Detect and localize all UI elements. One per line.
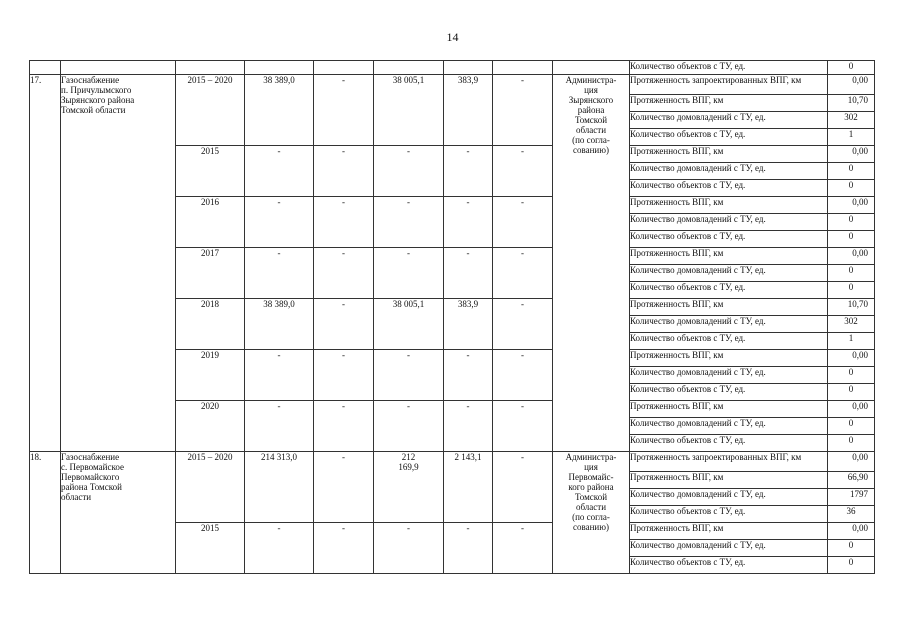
indicator-value: 0 <box>828 418 875 435</box>
indicator-value: 302 <box>828 112 875 129</box>
empty-cell <box>444 61 493 75</box>
indicator-label: Количество домовладений с ТУ, ед. <box>630 214 828 231</box>
regional-amount: 38 005,1 <box>374 75 444 146</box>
indicator-label: Количество домовладений с ТУ, ед. <box>630 540 828 557</box>
indicator-label: Количество домовладений с ТУ, ед. <box>630 489 828 506</box>
regional-amount: 212 169,9 <box>374 452 444 523</box>
period-year: 2017 <box>176 248 245 299</box>
indicator-label: Протяженность ВПГ, км <box>630 299 828 316</box>
indicator-value: 0,00 <box>828 197 875 214</box>
local-amount: 2 143,1 <box>444 452 493 523</box>
local-amount: - <box>444 523 493 574</box>
indicator-value: 0,00 <box>828 523 875 540</box>
empty-cell <box>553 61 630 75</box>
indicator-value: 0 <box>828 231 875 248</box>
regional-amount: - <box>374 197 444 248</box>
federal-amount: - <box>314 248 374 299</box>
indicator-value: 0 <box>828 557 875 574</box>
indicator-value: 302 <box>828 316 875 333</box>
federal-amount: - <box>314 350 374 401</box>
table-row <box>30 452 875 472</box>
period-year: 2019 <box>176 350 245 401</box>
indicator-label: Количество объектов с ТУ, ед. <box>630 282 828 299</box>
regional-amount: - <box>374 248 444 299</box>
extra-amount: - <box>493 299 553 350</box>
indicator-value: 1 <box>828 129 875 146</box>
project-name: Газоснабжение п. Причулымского Зырянского района Томской области <box>61 75 176 452</box>
indicator-value: 0 <box>828 367 875 384</box>
indicator-label: Количество домовладений с ТУ, ед. <box>630 367 828 384</box>
project-name: Газоснабжение с. Первомайское Первомайского района Томской области <box>61 452 176 574</box>
indicator-value: 0 <box>828 540 875 557</box>
indicator-value: 0 <box>828 214 875 231</box>
indicator-value: 66,90 <box>828 472 875 489</box>
indicator-label: Количество домовладений с ТУ, ед. <box>630 418 828 435</box>
indicator-label: Количество объектов с ТУ, ед. <box>630 557 828 574</box>
indicator-value: 0 <box>828 435 875 452</box>
indicator-label: Количество домовладений с ТУ, ед. <box>630 316 828 333</box>
empty-cell <box>176 61 245 75</box>
indicator-label: Количество объектов с ТУ, ед. <box>630 61 828 75</box>
regional-amount: - <box>374 523 444 574</box>
extra-amount: - <box>493 146 553 197</box>
indicator-value: 10,70 <box>828 299 875 316</box>
federal-amount: - <box>314 146 374 197</box>
empty-cell <box>493 61 553 75</box>
project-number: 17. <box>30 75 61 452</box>
indicator-label: Количество объектов с ТУ, ед. <box>630 231 828 248</box>
total-amount: 38 389,0 <box>245 299 314 350</box>
empty-cell <box>245 61 314 75</box>
indicator-label: Количество объектов с ТУ, ед. <box>630 435 828 452</box>
federal-amount: - <box>314 401 374 452</box>
regional-amount: 38 005,1 <box>374 299 444 350</box>
indicator-label: Протяженность ВПГ, км <box>630 146 828 163</box>
regional-amount: - <box>374 146 444 197</box>
local-amount: 383,9 <box>444 75 493 146</box>
period-year: 2020 <box>176 401 245 452</box>
indicator-label: Количество объектов с ТУ, ед. <box>630 384 828 401</box>
federal-amount: - <box>314 523 374 574</box>
indicator-value: 0,00 <box>828 350 875 367</box>
local-amount: - <box>444 248 493 299</box>
total-amount: 214 313,0 <box>245 452 314 523</box>
empty-cell <box>30 61 61 75</box>
federal-amount: - <box>314 197 374 248</box>
extra-amount: - <box>493 523 553 574</box>
period-year: 2018 <box>176 299 245 350</box>
indicator-label: Протяженность запроектированных ВПГ, км <box>630 75 828 95</box>
indicator-label: Количество объектов с ТУ, ед. <box>630 333 828 350</box>
extra-amount: - <box>493 248 553 299</box>
total-amount: - <box>245 523 314 574</box>
local-amount: 383,9 <box>444 299 493 350</box>
federal-amount: - <box>314 452 374 523</box>
total-amount: - <box>245 197 314 248</box>
indicator-value: 0,00 <box>828 401 875 418</box>
table-row <box>30 75 875 95</box>
indicator-label: Протяженность ВПГ, км <box>630 248 828 265</box>
indicator-label: Количество домовладений с ТУ, ед. <box>630 265 828 282</box>
extra-amount: - <box>493 350 553 401</box>
indicator-label: Количество объектов с ТУ, ед. <box>630 129 828 146</box>
indicator-label: Протяженность ВПГ, км <box>630 523 828 540</box>
indicator-value: 0 <box>828 61 875 75</box>
local-amount: - <box>444 146 493 197</box>
regional-amount: - <box>374 350 444 401</box>
indicator-value: 0 <box>828 282 875 299</box>
total-amount: - <box>245 146 314 197</box>
total-amount: - <box>245 350 314 401</box>
indicator-value: 36 <box>828 506 875 523</box>
indicator-label: Количество домовладений с ТУ, ед. <box>630 112 828 129</box>
indicator-label: Количество объектов с ТУ, ед. <box>630 180 828 197</box>
indicator-label: Протяженность ВПГ, км <box>630 350 828 367</box>
empty-cell <box>374 61 444 75</box>
indicator-label: Протяженность ВПГ, км <box>630 472 828 489</box>
total-amount: - <box>245 401 314 452</box>
indicator-label: Протяженность ВПГ, км <box>630 95 828 112</box>
indicator-value: 0,00 <box>828 146 875 163</box>
local-amount: - <box>444 401 493 452</box>
indicator-value: 1797 <box>828 489 875 506</box>
indicator-value: 1 <box>828 333 875 350</box>
project-number: 18. <box>30 452 61 574</box>
federal-amount: - <box>314 299 374 350</box>
indicator-value: 0 <box>828 163 875 180</box>
indicator-label: Протяженность ВПГ, км <box>630 401 828 418</box>
extra-amount: - <box>493 401 553 452</box>
indicator-value: 0,00 <box>828 75 875 95</box>
page-number: 14 <box>446 30 459 44</box>
local-amount: - <box>444 350 493 401</box>
empty-cell <box>61 61 176 75</box>
period-year: 2015 – 2020 <box>176 452 245 523</box>
indicator-value: 0 <box>828 180 875 197</box>
extra-amount: - <box>493 452 553 523</box>
federal-amount: - <box>314 75 374 146</box>
period-year: 2015 – 2020 <box>176 75 245 146</box>
empty-cell <box>314 61 374 75</box>
total-amount: 38 389,0 <box>245 75 314 146</box>
indicator-value: 0,00 <box>828 248 875 265</box>
total-amount: - <box>245 248 314 299</box>
indicator-value: 0,00 <box>828 452 875 472</box>
indicator-label: Количество домовладений с ТУ, ед. <box>630 163 828 180</box>
indicator-value: 10,70 <box>828 95 875 112</box>
period-year: 2015 <box>176 146 245 197</box>
indicator-value: 0 <box>828 265 875 282</box>
indicator-label: Протяженность ВПГ, км <box>630 197 828 214</box>
responsible-admin: Администра- ция Зырянского района Томской области (по согла- сованию) <box>553 75 630 452</box>
table-row <box>30 61 875 75</box>
period-year: 2015 <box>176 523 245 574</box>
extra-amount: - <box>493 75 553 146</box>
period-year: 2016 <box>176 197 245 248</box>
indicator-value: 0 <box>828 384 875 401</box>
extra-amount: - <box>493 197 553 248</box>
regional-amount: - <box>374 401 444 452</box>
local-amount: - <box>444 197 493 248</box>
indicator-label: Количество объектов с ТУ, ед. <box>630 506 828 523</box>
responsible-admin: Администра- ция Первомайс- кого района Томской области (по согла- сованию) <box>553 452 630 574</box>
indicator-label: Протяженность запроектированных ВПГ, км <box>630 452 828 472</box>
program-table <box>29 60 875 574</box>
